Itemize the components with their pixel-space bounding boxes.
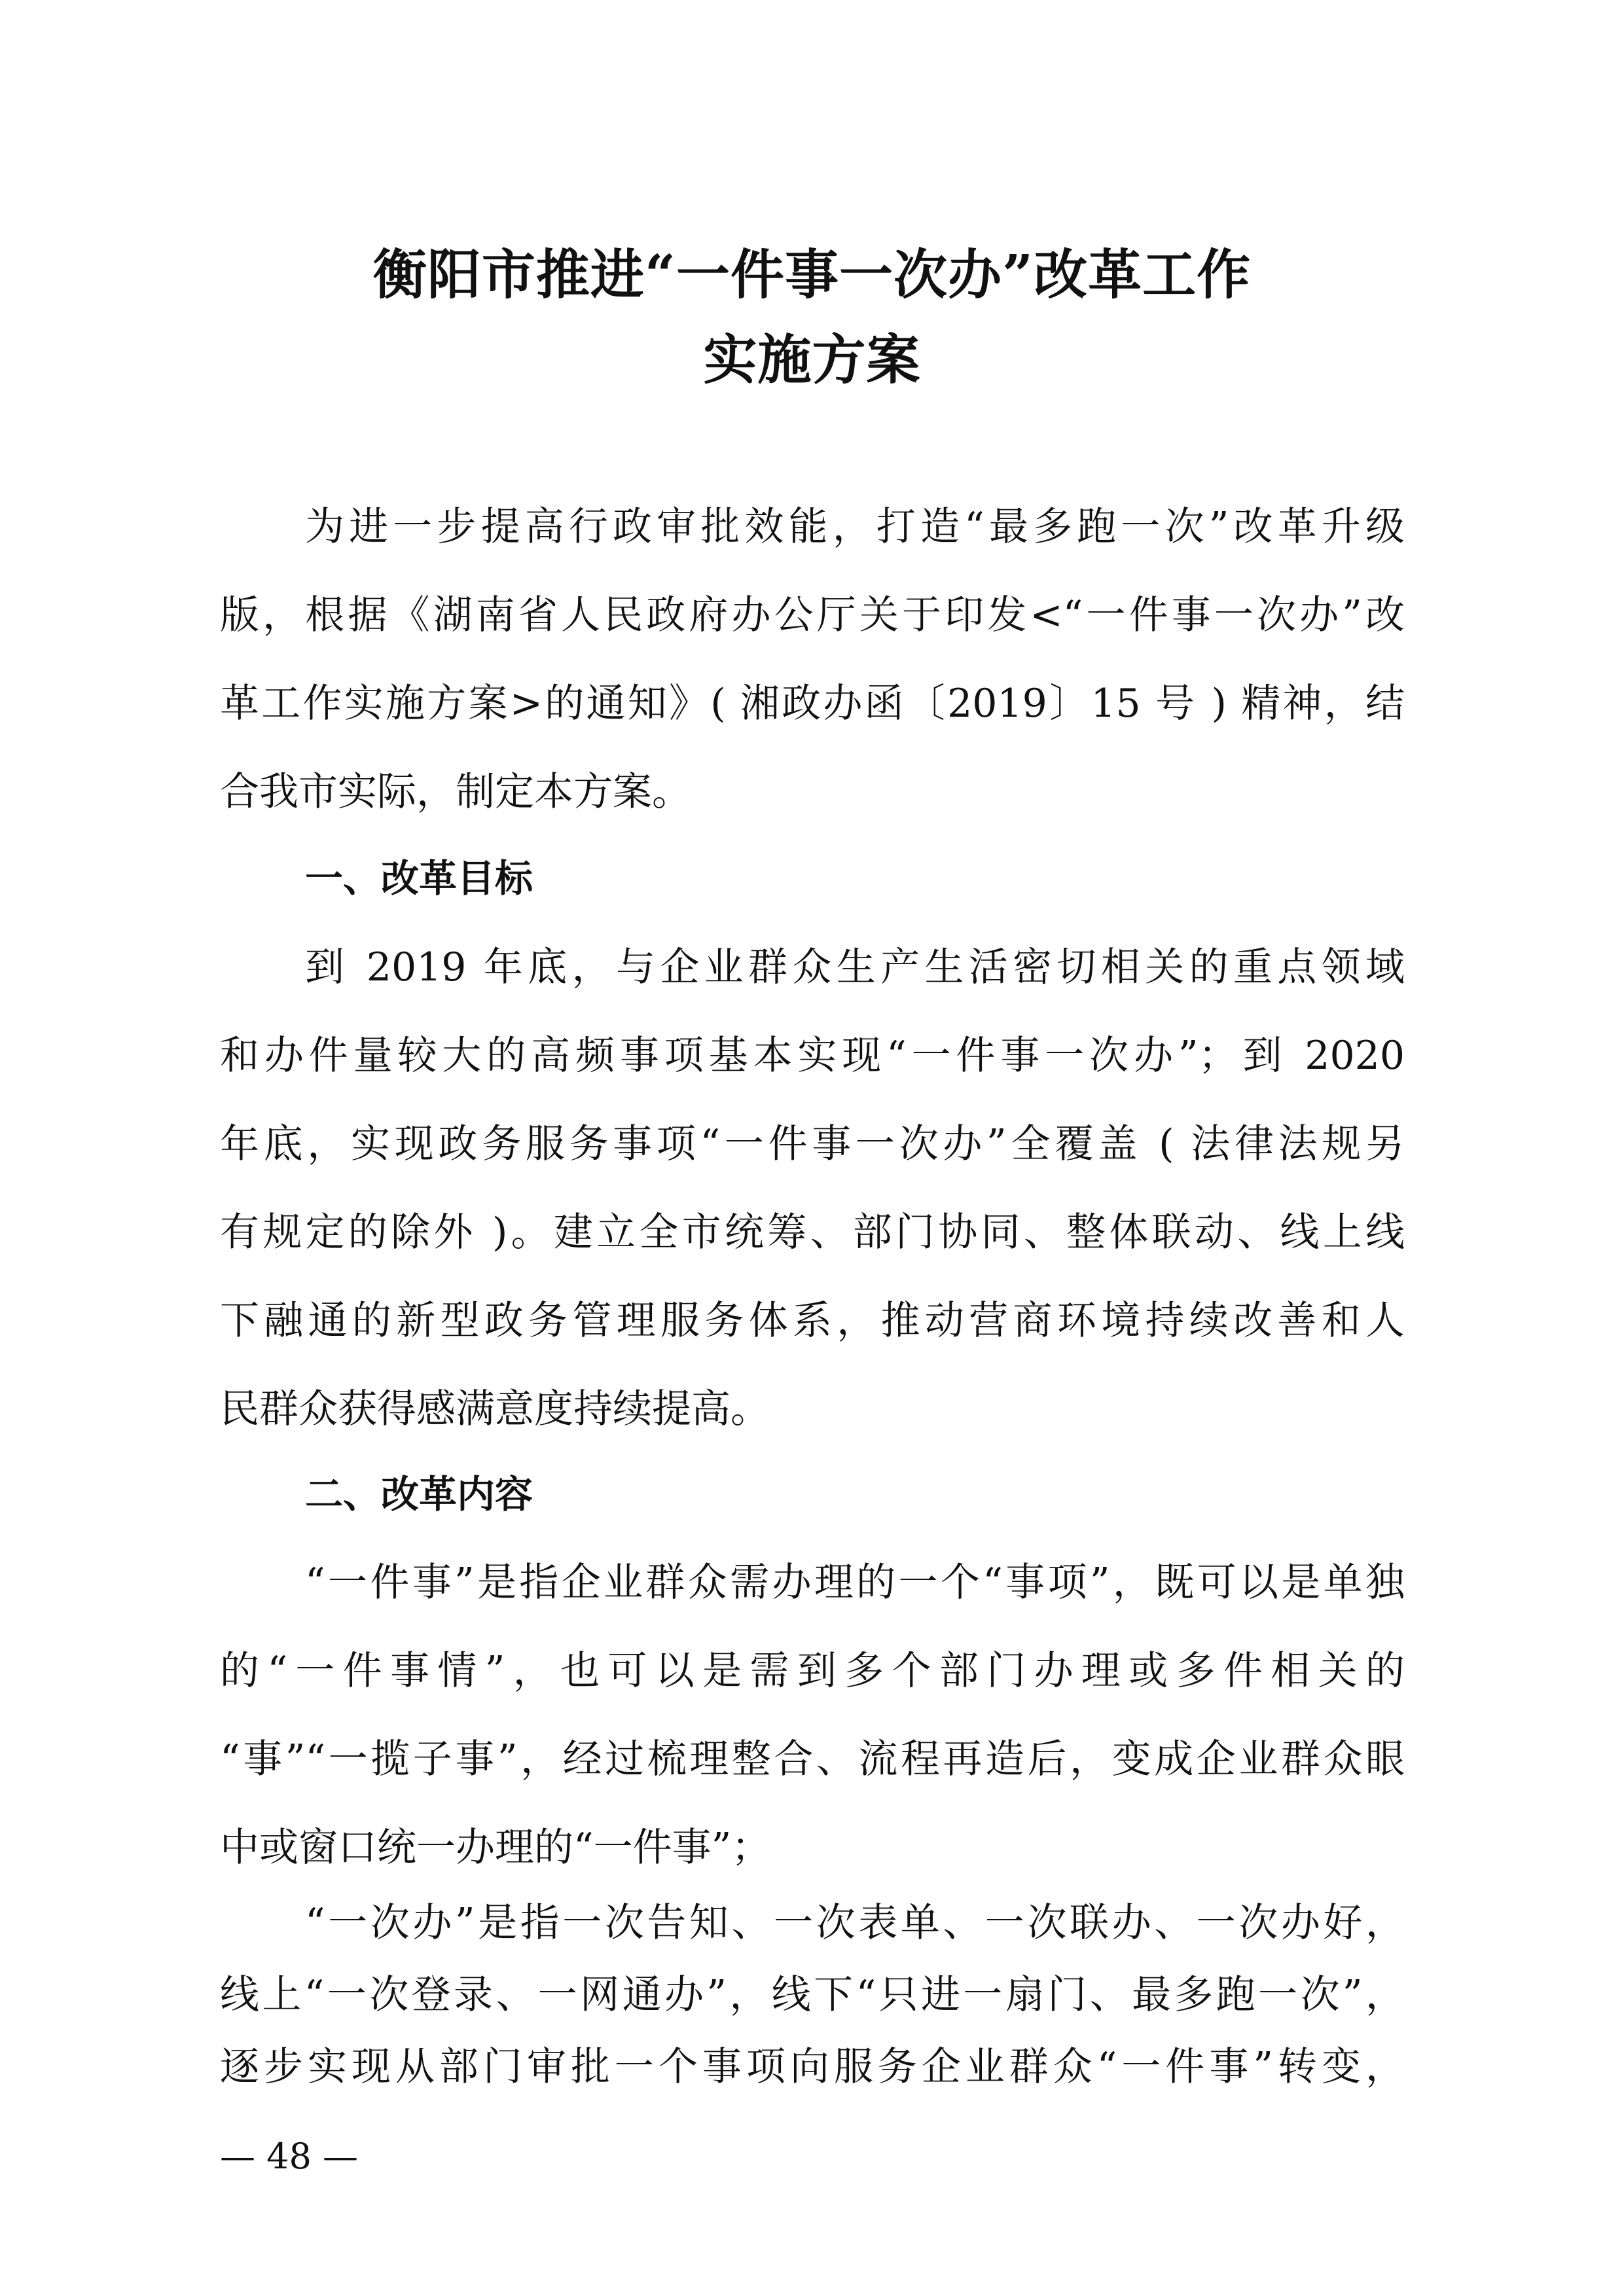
content-p1-line-3: “事”“一揽子事”，经过梳理整合、流程再造后，变成企业群众眼 — [220, 1736, 1405, 1782]
document-title-line-1: 衡阳市推进“一件事一次办”改革工作 — [372, 243, 1252, 306]
page-number: — 48 — — [220, 2136, 359, 2177]
goals-line-3: 年底，实现政务服务事项“一件事一次办”全覆盖 ( 法律法规另 — [220, 1121, 1405, 1167]
intro-line-3: 革工作实施方案>的通知》( 湘政办函〔2019〕15 号 ) 精神，结 — [220, 681, 1405, 726]
goals-line-5: 下融通的新型政务管理服务体系，推动营商环境持续改善和人 — [220, 1298, 1405, 1344]
intro-line-2: 版，根据《湖南省人民政府办公厅关于印发<“一件事一次办”改 — [220, 592, 1405, 638]
section-heading-content: 二、改革内容 — [305, 1472, 533, 1516]
goals-line-2: 和办件量较大的高频事项基本实现“一件事一次办”；到 2020 — [220, 1033, 1405, 1079]
content-p1-line-4: 中或窗口统一办理的“一件事”； — [220, 1825, 771, 1871]
goals-line-4: 有规定的除外 )。建立全市统筹、部门协同、整体联动、线上线 — [220, 1210, 1405, 1255]
intro-line-1: 为进一步提高行政审批效能，打造“最多跑一次”改革升级 — [305, 504, 1405, 550]
content-p1-line-2: 的“一件事情”，也可以是需到多个部门办理或多件相关的 — [220, 1648, 1405, 1694]
content-p2-line-1: “一次办”是指一次告知、一次表单、一次联办、一次办好， — [305, 1900, 1405, 1946]
content-p2-line-2: 线上“一次登录、一网通办”，线下“只进一扇门、最多跑一次”， — [220, 1972, 1405, 2018]
intro-line-4: 合我市实际，制定本方案。 — [220, 769, 691, 815]
section-heading-goals: 一、改革目标 — [305, 856, 533, 901]
goals-line-6: 民群众获得感满意度持续提高。 — [220, 1386, 770, 1432]
content-p1-line-1: “一件事”是指企业群众需办理的一个“事项”，既可以是单独 — [305, 1560, 1405, 1605]
document-title-line-2: 实施方案 — [703, 329, 921, 391]
content-p2-line-3: 逐步实现从部门审批一个事项向服务企业群众“一件事”转变， — [220, 2044, 1405, 2090]
goals-line-1: 到 2019 年底，与企业群众生产生活密切相关的重点领域 — [305, 944, 1405, 990]
